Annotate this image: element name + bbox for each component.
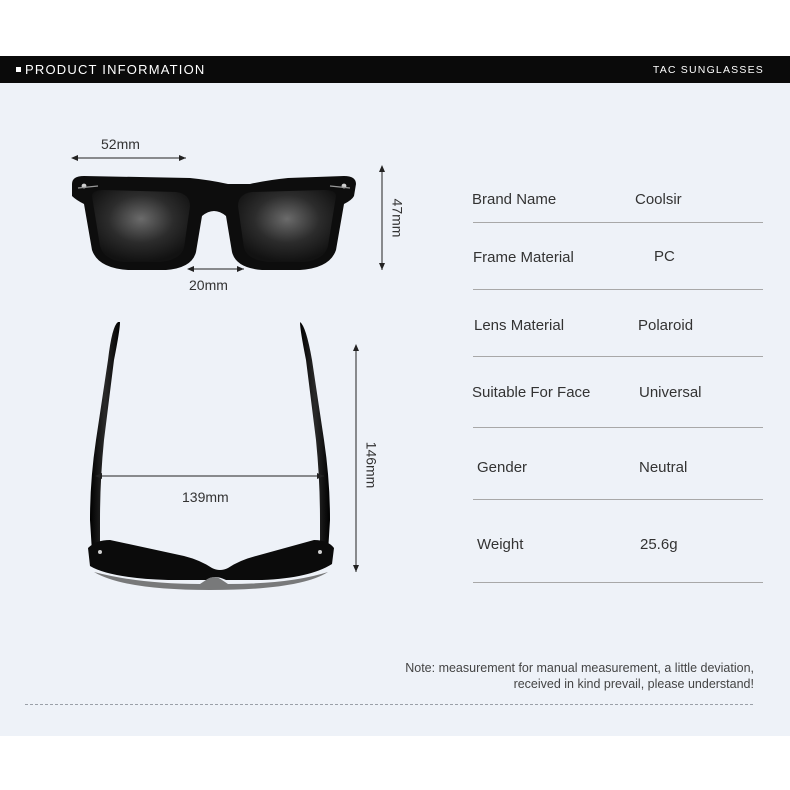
spec-value-brand-name: Coolsir <box>635 191 682 208</box>
sunglasses-top-image <box>88 322 334 590</box>
temple-length-label: 146mm <box>363 441 380 489</box>
header-title: PRODUCT INFORMATION <box>25 62 206 77</box>
spec-value-gender: Neutral <box>639 459 688 476</box>
bridge-width-label: 20mm <box>189 277 228 293</box>
spec-divider <box>473 289 763 290</box>
spec-label-frame-material: Frame Material <box>473 249 574 266</box>
spec-divider <box>473 222 763 223</box>
lens-height-label: 47mm <box>389 198 406 238</box>
spec-label-brand-name: Brand Name <box>472 191 557 208</box>
note-line-1: Note: measurement for manual measurement, a little deviation, <box>405 661 754 675</box>
spec-value-frame-material: PC <box>654 248 675 265</box>
spec-divider <box>473 499 763 500</box>
dashed-divider <box>25 704 753 705</box>
note-line-2: received in kind prevail, please understand! <box>513 677 754 691</box>
spec-divider <box>473 356 763 357</box>
spec-label-weight: Weight <box>477 536 524 553</box>
spec-value-suitable-for-face: Universal <box>639 384 702 401</box>
spec-divider <box>473 582 763 583</box>
sunglasses-front-image <box>72 176 356 270</box>
lens-width-label: 52mm <box>101 136 140 152</box>
spec-label-gender: Gender <box>477 459 528 476</box>
measurement-note <box>405 660 754 692</box>
frame-width-label: 139mm <box>182 489 229 505</box>
spec-label-lens-material: Lens Material <box>474 317 565 334</box>
header-subtitle: TAC SUNGLASSES <box>652 64 764 76</box>
spec-divider <box>473 427 763 428</box>
spec-value-weight: 25.6g <box>640 536 678 553</box>
spec-value-lens-material: Polaroid <box>638 317 694 334</box>
spec-label-suitable-for-face: Suitable For Face <box>472 384 591 401</box>
